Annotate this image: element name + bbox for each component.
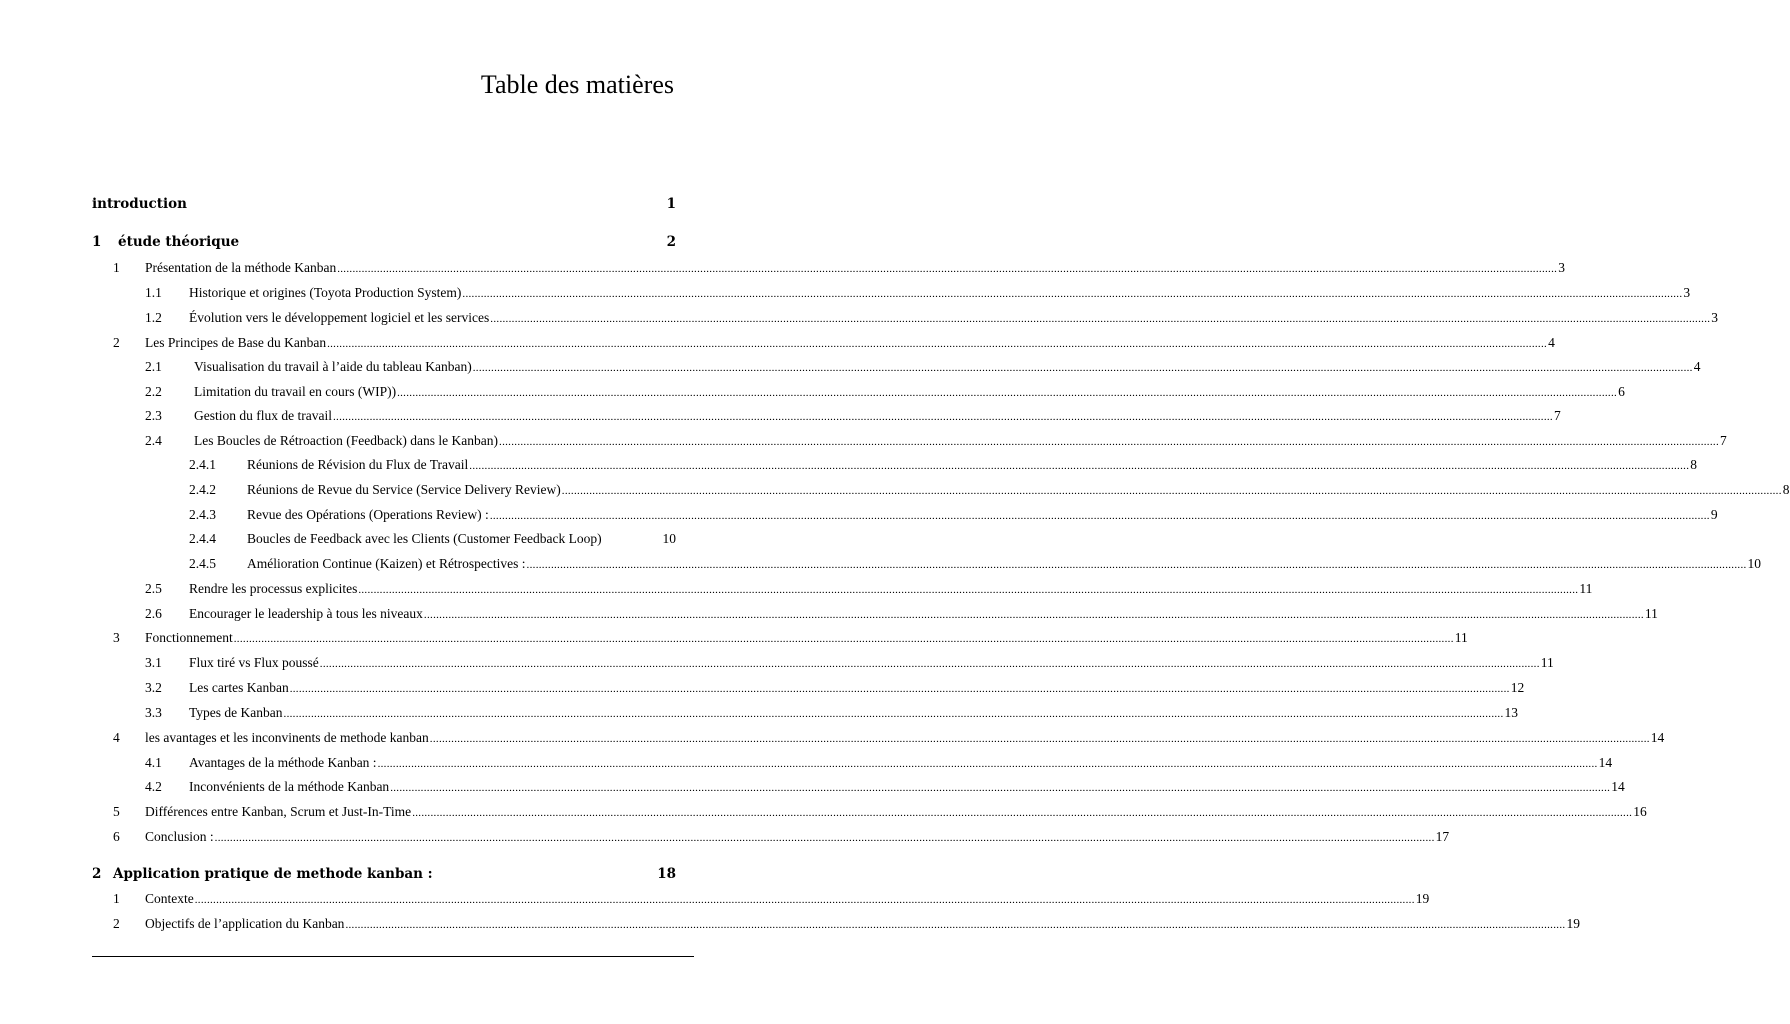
toc-entry-page: 3 <box>1558 260 1565 275</box>
dot-leader: ................................................................................................................................................................................................................................................................................................................................................................................................................ <box>489 510 1710 522</box>
toc-entry-label: Évolution vers le développement logiciel et les services <box>189 310 490 325</box>
toc-entry[interactable] <box>0 779 1625 799</box>
dot-leader: ................................................................................................................................................................................................................................................................................................................................................................................................................ <box>319 658 1540 670</box>
dot-leader: ................................................................................................................................................................................................................................................................................................................................................................................................................ <box>390 782 1611 794</box>
toc-entry-page: 11 <box>1454 630 1468 645</box>
dot-leader: ................................................................................................................................................................................................................................................................................................................................................................................................................ <box>377 758 1598 770</box>
dot-leader: ................................................................................................................................................................................................................................................................................................................................................................................................................ <box>526 559 1747 571</box>
toc-entry-number: 3.2 <box>145 680 162 695</box>
dot-leader: ................................................................................................................................................................................................................................................................................................................................................................................................................ <box>332 411 1553 423</box>
dot-leader: ................................................................................................................................................................................................................................................................................................................................................................................................................ <box>499 436 1720 448</box>
toc-entry-label: les avantages et les inconvinents de methode kanban <box>145 730 429 745</box>
toc-entry-label: Les Boucles de Rétroaction (Feedback) dans le Kanban) <box>194 433 499 448</box>
toc-entry-page: 14 <box>1611 779 1625 794</box>
dot-leader: ................................................................................................................................................................................................................................................................................................................................................................................................................ <box>194 894 1415 906</box>
toc-entry[interactable] <box>0 730 1665 750</box>
toc-entry-number: 4.2 <box>145 779 162 794</box>
toc-entry-number: 1 <box>113 260 120 275</box>
toc-entry-page: 16 <box>1633 804 1647 819</box>
toc-entry-number: 2.4.5 <box>189 556 216 571</box>
toc-entry[interactable] <box>0 408 1561 428</box>
dot-leader: ................................................................................................................................................................................................................................................................................................................................................................................................................ <box>469 460 1690 472</box>
toc-entry-page: 11 <box>1579 581 1593 596</box>
toc-entry-number: 4 <box>113 730 120 745</box>
toc-entry[interactable] <box>0 705 1519 725</box>
toc-entry-number: 2 <box>92 866 102 882</box>
toc-entry-label: Gestion du flux de travail <box>194 408 332 423</box>
toc-entry-page: 19 <box>1566 916 1580 931</box>
toc-entry-number: 2.2 <box>145 384 162 399</box>
toc-entry-label: Réunions de Revue du Service (Service Delivery Review) <box>247 482 561 497</box>
toc-entry-label: Les cartes Kanban <box>189 680 289 695</box>
toc-entry-page: 2 <box>666 234 676 250</box>
dot-leader: ................................................................................................................................................................................................................................................................................................................................................................................................................ <box>345 919 1566 931</box>
toc-entry[interactable] <box>0 310 1719 330</box>
toc-entry[interactable] <box>0 260 1565 280</box>
toc-entry-number: 6 <box>113 829 120 844</box>
toc-entry-page: 4 <box>1693 359 1701 374</box>
dot-leader: ................................................................................................................................................................................................................................................................................................................................................................................................................ <box>337 263 1558 275</box>
toc-entry-page: 8 <box>1690 457 1698 472</box>
toc-entry-page: 7 <box>1720 433 1727 448</box>
toc-entry-number: 2.4.3 <box>189 507 216 522</box>
dot-leader: ................................................................................................................................................................................................................................................................................................................................................................................................................ <box>561 485 1782 497</box>
toc-entry-number: 2.6 <box>145 606 162 621</box>
toc-entry-number: 3.3 <box>145 705 162 720</box>
toc-entry-number: 5 <box>113 804 120 819</box>
toc-entry-number: 1 <box>92 234 102 250</box>
toc-entry-page: 9 <box>1710 507 1718 522</box>
toc-entry[interactable] <box>0 680 1525 700</box>
toc-entry-label: Inconvénients de la méthode Kanban <box>189 779 390 794</box>
toc-entry[interactable] <box>0 581 1593 601</box>
toc-entry-label: Contexte <box>145 891 194 906</box>
dot-leader: ................................................................................................................................................................................................................................................................................................................................................................................................................ <box>472 362 1693 374</box>
toc-entry-label: Visualisation du travail à l’aide du tableau Kanban) <box>194 359 472 374</box>
toc-entry-page: 6 <box>1618 384 1625 399</box>
toc-entry-number: 3.1 <box>145 655 162 670</box>
page-title: Table des matières <box>480 70 674 99</box>
toc-entry-page: 18 <box>657 866 676 882</box>
toc-entry-label: Limitation du travail en cours (WIP)) <box>194 384 397 399</box>
dot-leader: ................................................................................................................................................................................................................................................................................................................................................................................................................ <box>412 807 1633 819</box>
toc-entry-page: 3 <box>1711 310 1719 325</box>
toc-entry-number: 1.1 <box>145 285 162 300</box>
toc-entry[interactable] <box>0 507 1718 527</box>
dot-leader: ................................................................................................................................................................................................................................................................................................................................................................................................................ <box>358 584 1579 596</box>
toc-entry[interactable] <box>0 891 1430 911</box>
toc-entry[interactable] <box>0 196 768 216</box>
toc-entry-number: 2.4.2 <box>189 482 216 497</box>
toc-entry-number: 1 <box>113 891 120 906</box>
dot-leader: ................................................................................................................................................................................................................................................................................................................................................................................................................ <box>490 313 1711 325</box>
toc-entry[interactable] <box>0 804 1647 824</box>
toc-entry-number: 2 <box>113 916 120 931</box>
toc-entry[interactable] <box>0 335 1555 355</box>
toc-entry-label: Types de Kanban <box>189 705 283 720</box>
dot-leader: ................................................................................................................................................................................................................................................................................................................................................................................................................ <box>462 288 1683 300</box>
toc-entry[interactable] <box>0 482 1790 502</box>
toc-entry-page: 1 <box>666 196 676 212</box>
toc-entry-label: Encourager le leadership à tous les niveaux <box>189 606 423 621</box>
dot-leader: ................................................................................................................................................................................................................................................................................................................................................................................................................ <box>327 338 1548 350</box>
footer-rule <box>92 956 694 957</box>
toc-entry-label: Historique et origines (Toyota Production System) <box>189 285 462 300</box>
toc-entry[interactable] <box>0 606 1658 626</box>
toc-entry-label: Les Principes de Base du Kanban <box>145 335 327 350</box>
dot-leader: ................................................................................................................................................................................................................................................................................................................................................................................................................ <box>397 387 1618 399</box>
toc-entry-label: Conclusion : <box>145 829 214 844</box>
toc-entry-page: 3 <box>1683 285 1691 300</box>
toc-entry-page: 4 <box>1548 335 1555 350</box>
toc-entry-number: 3 <box>113 630 120 645</box>
toc-entry-number: 2.4 <box>145 433 162 448</box>
toc-entry-page: 11 <box>1644 606 1658 621</box>
toc-entry[interactable] <box>0 285 1691 305</box>
toc-entry-page: 8 <box>1782 482 1790 497</box>
toc-entry-number: 1.2 <box>145 310 162 325</box>
toc-entry-label: introduction <box>92 196 187 212</box>
toc-entry-label: Flux tiré vs Flux poussé <box>189 655 319 670</box>
toc-entry-number: 2.3 <box>145 408 162 423</box>
toc-entry-label: Revue des Opérations (Operations Review) : <box>247 507 489 522</box>
toc-entry-page: 11 <box>1540 655 1554 670</box>
toc-entry-label: Application pratique de methode kanban : <box>113 866 433 882</box>
toc-entry-label: Réunions de Révision du Flux de Travail <box>247 457 469 472</box>
toc-entry[interactable] <box>0 866 768 886</box>
toc-entry-label: Différences entre Kanban, Scrum et Just-In-Time <box>145 804 412 819</box>
dot-leader: ................................................................................................................................................................................................................................................................................................................................................................................................................ <box>214 832 1435 844</box>
toc-entry-label: étude théorique <box>118 234 240 250</box>
toc-entry-label: Présentation de la méthode Kanban <box>145 260 337 275</box>
dot-leader: ................................................................................................................................................................................................................................................................................................................................................................................................................ <box>289 683 1510 695</box>
toc-entry-page: 7 <box>1553 408 1561 423</box>
toc-entry-number: 2.4.4 <box>189 531 216 546</box>
toc-entry[interactable] <box>0 384 1625 404</box>
toc-entry-number: 2 <box>113 335 120 350</box>
toc-entry-page: 17 <box>1435 829 1450 844</box>
toc-entry-page: 13 <box>1504 705 1519 720</box>
toc-entry[interactable] <box>0 916 1580 936</box>
toc-entry[interactable] <box>0 755 1613 775</box>
toc-entry-page: 19 <box>1415 891 1430 906</box>
dot-leader: ................................................................................................................................................................................................................................................................................................................................................................................................................ <box>429 733 1650 745</box>
toc-entry-page: 14 <box>1598 755 1613 770</box>
dot-leader: ................................................................................................................................................................................................................................................................................................................................................................................................................ <box>233 633 1454 645</box>
toc-entry-label: Rendre les processus explicites <box>189 581 358 596</box>
toc-entry[interactable] <box>0 655 1554 675</box>
toc-entry[interactable] <box>0 234 768 254</box>
toc-entry-number: 2.5 <box>145 581 162 596</box>
toc-entry[interactable] <box>0 829 1450 849</box>
toc-entry-label: Fonctionnement <box>145 630 233 645</box>
toc-entry-label: Amélioration Continue (Kaizen) et Rétrospectives : <box>247 556 526 571</box>
toc-entry-number: 2.1 <box>145 359 162 374</box>
toc-entry-page: 10 <box>662 531 676 546</box>
toc-entry[interactable] <box>0 556 1762 576</box>
toc-entry[interactable] <box>0 630 1468 650</box>
toc-entry-page: 10 <box>1747 556 1762 571</box>
toc-entry[interactable] <box>0 531 768 551</box>
toc-entry-number: 4.1 <box>145 755 162 770</box>
dot-leader: ................................................................................................................................................................................................................................................................................................................................................................................................................ <box>283 708 1504 720</box>
toc-entry-label: Avantages de la méthode Kanban : <box>189 755 377 770</box>
toc-entry-page: 14 <box>1650 730 1665 745</box>
toc-entry[interactable] <box>0 433 1727 453</box>
toc-entry-label: Boucles de Feedback avec les Clients (Customer Feedback Loop) <box>247 531 602 546</box>
toc-entry[interactable] <box>0 359 1701 379</box>
toc-entry-number: 2.4.1 <box>189 457 216 472</box>
toc-entry-page: 12 <box>1510 680 1525 695</box>
toc-entry[interactable] <box>0 457 1698 477</box>
dot-leader: ................................................................................................................................................................................................................................................................................................................................................................................................................ <box>423 609 1644 621</box>
toc-entry-label: Objectifs de l’application du Kanban <box>145 916 345 931</box>
